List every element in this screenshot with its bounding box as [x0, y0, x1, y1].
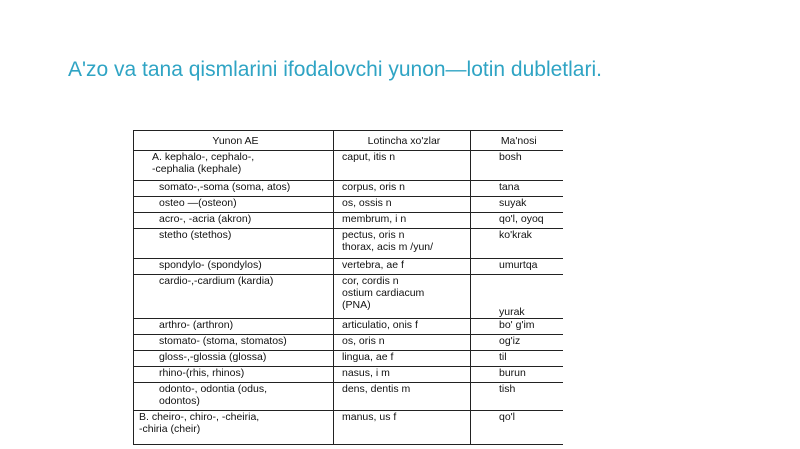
- lotincha-cell: caput, itis n: [334, 151, 471, 181]
- yunon-cell: acro-, -acria (akron): [134, 213, 334, 229]
- yunon-cell: odonto-, odontia (odus, odontos): [134, 383, 334, 411]
- manosi-cell: og'iz: [471, 335, 563, 351]
- yunon-cell: B. cheiro-, chiro-, -cheiria, -chiria (cheir): [134, 411, 334, 445]
- lotincha-cell: corpus, oris n: [334, 181, 471, 197]
- lotincha-cell: dens, dentis m: [334, 383, 471, 411]
- manosi-cell: qo'l, oyoq: [471, 213, 563, 229]
- yunon-cell: cardio-,-cardium (kardia): [134, 275, 334, 319]
- yunon-cell: osteo —(osteon): [134, 197, 334, 213]
- yunon-cell: arthro- (arthron): [134, 319, 334, 335]
- header-yunon: Yunon AE: [134, 131, 334, 151]
- table-row: [134, 197, 563, 213]
- table-row: [134, 335, 563, 351]
- lotincha-cell: lingua, ae f: [334, 351, 471, 367]
- lotincha-cell: manus, us f: [334, 411, 471, 445]
- lotincha-cell: vertebra, ae f: [334, 259, 471, 275]
- lotincha-cell: nasus, i m: [334, 367, 471, 383]
- table-row: [134, 319, 563, 335]
- manosi-cell: til: [471, 351, 563, 367]
- manosi-cell: tish: [471, 383, 563, 411]
- yunon-cell: somato-,-soma (soma, atos): [134, 181, 334, 197]
- table-row: [134, 275, 563, 319]
- manosi-cell: bosh: [471, 151, 563, 181]
- table-row: [134, 351, 563, 367]
- manosi-cell: tana: [471, 181, 563, 197]
- lotincha-cell: os, ossis n: [334, 197, 471, 213]
- yunon-cell: stomato- (stoma, stomatos): [134, 335, 334, 351]
- table-row: [134, 367, 563, 383]
- manosi-cell: yurak: [471, 275, 563, 319]
- table-header-row: [134, 131, 563, 151]
- yunon-cell: spondylo- (spondylos): [134, 259, 334, 275]
- manosi-cell: umurtqa: [471, 259, 563, 275]
- dublet-table: [133, 130, 563, 445]
- lotincha-cell: membrum, i n: [334, 213, 471, 229]
- table-row: [134, 259, 563, 275]
- table-row: [134, 181, 563, 197]
- table-row: [134, 151, 563, 181]
- manosi-cell: qo'l: [471, 411, 563, 445]
- table-row: [134, 229, 563, 259]
- lotincha-cell: pectus, oris n thorax, acis m /yun/: [334, 229, 471, 259]
- yunon-cell: rhino-(rhis, rhinos): [134, 367, 334, 383]
- lotincha-cell: os, oris n: [334, 335, 471, 351]
- manosi-cell: burun: [471, 367, 563, 383]
- manosi-cell: suyak: [471, 197, 563, 213]
- table-row: [134, 383, 563, 411]
- table-row: [134, 411, 563, 445]
- yunon-cell: stetho (stethos): [134, 229, 334, 259]
- yunon-cell: A. kephalo-, cephalo-, -cephalia (kephale): [134, 151, 334, 181]
- header-lotincha: Lotincha xo'zlar: [334, 131, 471, 151]
- manosi-cell: bo' g'im: [471, 319, 563, 335]
- lotincha-cell: articulatio, onis f: [334, 319, 471, 335]
- header-manosi: Ma'nosi: [471, 131, 563, 151]
- lotincha-cell: cor, cordis n ostium cardiacum (PNA): [334, 275, 471, 319]
- table-row: [134, 213, 563, 229]
- page-title: A'zo va tana qismlarini ifodalovchi yunon—lotin dubletlari.: [68, 58, 602, 81]
- manosi-cell: ko'krak: [471, 229, 563, 259]
- yunon-cell: gloss-,-glossia (glossa): [134, 351, 334, 367]
